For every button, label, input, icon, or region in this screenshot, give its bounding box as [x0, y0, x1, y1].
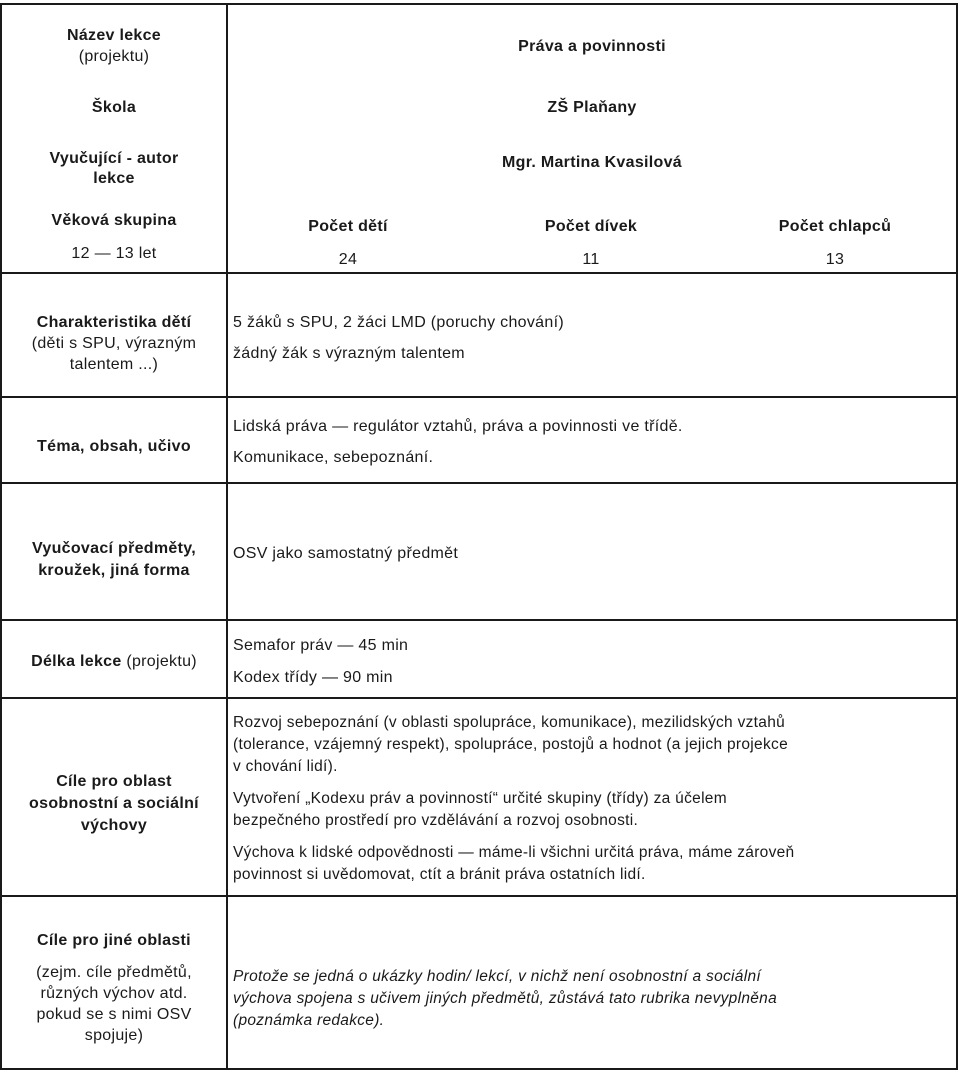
row-divider — [0, 895, 958, 897]
goals-osv-text: v chování lidí). — [233, 758, 338, 775]
teacher-label-sub: lekce — [93, 170, 135, 187]
boys-count-label: Počet chlapců — [778, 218, 892, 235]
table-border-right — [956, 3, 958, 1070]
goals-osv-text: bezpečného prostředí pro vzdělávání a rozvoj osobnosti. — [233, 812, 639, 829]
duration-line: Kodex třídy — 90 min — [233, 669, 393, 686]
school-value: ZŠ Plaňany — [547, 99, 637, 116]
row-divider — [0, 619, 958, 621]
goals-other-label-sub: (zejm. cíle předmětů, — [36, 964, 192, 981]
goals-osv-label: výchovy — [80, 817, 148, 834]
subjects-value: OSV jako samostatný předmět — [233, 545, 459, 562]
age-group-value: 12 — 13 let — [71, 245, 157, 262]
girls-count-label: Počet dívek — [544, 218, 638, 235]
teacher-label: Vyučující - autor — [49, 150, 179, 167]
table-border-bottom — [0, 1068, 958, 1070]
topic-line: Lidská práva — regulátor vztahů, práva a povinnosti ve třídě. — [233, 418, 683, 435]
school-label: Škola — [91, 99, 137, 116]
goals-other-note: Protože se jedná o ukázky hodin/ lekcí, v nichž není osobnostní a sociální — [233, 968, 761, 985]
age-group-label: Věková skupina — [51, 212, 177, 229]
duration-label-sub: (projektu) — [121, 653, 197, 670]
topic-line: Komunikace, sebepoznání. — [233, 449, 434, 466]
lesson-name-label: Název lekce — [66, 27, 162, 44]
duration-label — [2, 651, 226, 672]
children-count-label: Počet dětí — [308, 218, 388, 235]
row-divider — [0, 396, 958, 398]
goals-osv-text: povinnost si uvědomovat, ctít a bránit práva ostatních lidí. — [233, 866, 646, 883]
characteristics-label: Charakteristika dětí — [36, 314, 192, 331]
characteristics-line: žádný žák s výrazným talentem — [233, 345, 465, 362]
lesson-name-label-sub: (projektu) — [78, 48, 150, 65]
goals-other-label-sub: různých výchov atd. — [40, 985, 188, 1002]
girls-count-value: 11 — [582, 251, 600, 268]
goals-other-label: Cíle pro jiné oblasti — [37, 932, 191, 949]
row-divider — [0, 482, 958, 484]
goals-osv-text: Výchova k lidské odpovědnosti — máme-li všichni určitá práva, máme zároveň — [233, 844, 795, 861]
goals-other-note: (poznámka redakce). — [233, 1012, 385, 1029]
duration-line: Semafor práv — 45 min — [233, 637, 409, 654]
goals-other-label-sub: pokud se s nimi OSV — [36, 1006, 192, 1023]
boys-count-value: 13 — [825, 251, 845, 268]
goals-other-note: výchova spojena s učivem jiných předmětů, zůstává tato rubrika nevyplněna — [233, 990, 778, 1007]
goals-other-label-sub: spojuje) — [84, 1027, 144, 1044]
lesson-name-value: Práva a povinnosti — [518, 38, 666, 55]
goals-osv-label: Cíle pro oblast — [56, 773, 172, 790]
row-divider — [0, 272, 958, 274]
characteristics-line: 5 žáků s SPU, 2 žáci LMD (poruchy chování) — [233, 314, 564, 331]
teacher-value: Mgr. Martina Kvasilová — [502, 154, 682, 171]
row-divider — [0, 697, 958, 699]
characteristics-label-sub: (děti s SPU, výrazným — [31, 335, 197, 352]
goals-osv-text: Rozvoj sebepoznání (v oblasti spolupráce, komunikace), mezilidských vztahů — [233, 714, 786, 731]
subjects-label-sub: kroužek, jiná forma — [38, 562, 190, 579]
children-count-value: 24 — [338, 251, 358, 268]
goals-osv-label: osobnostní a sociální — [29, 795, 199, 812]
goals-osv-text: Vytvoření „Kodexu práv a povinností“ určité skupiny (třídy) za účelem — [233, 790, 727, 807]
characteristics-label-sub: talentem ...) — [69, 356, 159, 373]
topic-label: Téma, obsah, učivo — [37, 438, 191, 455]
duration-label-main: Délka lekce — [31, 653, 122, 670]
table-border-top — [0, 3, 958, 5]
subjects-label: Vyučovací předměty, — [32, 540, 196, 557]
goals-osv-text: (tolerance, vzájemný respekt), spolupráce, postojů a hodnot (a jejich projekce — [233, 736, 788, 753]
